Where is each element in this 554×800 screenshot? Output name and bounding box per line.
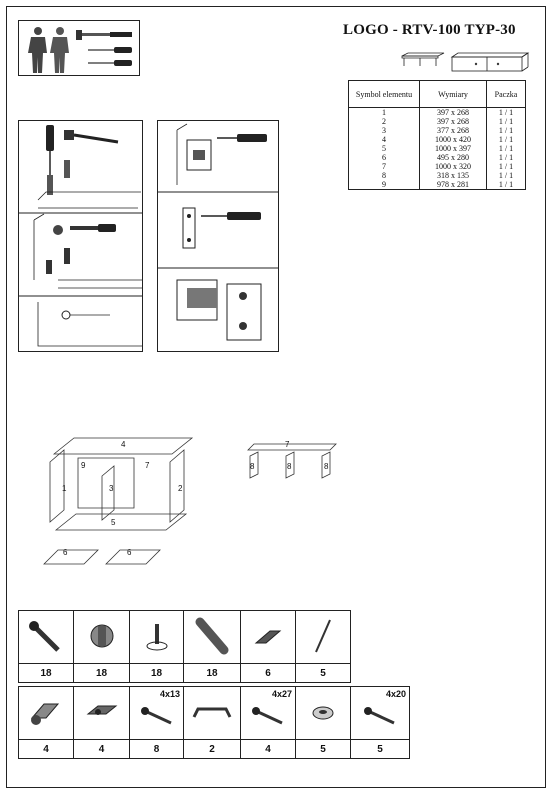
table-row bbox=[349, 108, 526, 118]
hardware-cell bbox=[74, 611, 130, 664]
hardware-count: 18 bbox=[130, 664, 184, 683]
assembly-step-dowels bbox=[18, 120, 143, 352]
panel-6 bbox=[106, 550, 160, 564]
cam-bolt-icon bbox=[46, 260, 52, 274]
table-row bbox=[349, 144, 526, 153]
screw-icon bbox=[137, 699, 177, 735]
hinge-plate-icon bbox=[183, 208, 195, 248]
hardware-cell bbox=[130, 687, 184, 740]
hammer-icon bbox=[76, 30, 132, 40]
table-row bbox=[349, 135, 526, 144]
hardware-cell bbox=[19, 687, 74, 740]
table-cell: 1 / 1 bbox=[487, 126, 526, 135]
panel-label: 7 bbox=[285, 440, 290, 449]
column-header: Wymiary bbox=[420, 81, 487, 108]
table-cell: 318 x 135 bbox=[420, 171, 487, 180]
panel-label: 4 bbox=[121, 440, 126, 449]
screwdriver-icon bbox=[88, 47, 132, 53]
hardware-count: 4 bbox=[74, 740, 130, 759]
table-cell: 1000 x 420 bbox=[420, 135, 487, 144]
hardware-count: 5 bbox=[351, 740, 410, 759]
shelf-parts-diagram bbox=[244, 438, 338, 482]
cam-lock-icon bbox=[53, 224, 116, 235]
table-cell: 397 x 268 bbox=[420, 117, 487, 126]
hardware-table-row2 bbox=[18, 686, 410, 759]
cam-lock-icon bbox=[62, 311, 70, 319]
screwdriver-icon bbox=[217, 134, 267, 142]
table-cell: 978 x 281 bbox=[420, 180, 487, 190]
hardware-cell bbox=[351, 687, 410, 740]
hardware-cell bbox=[184, 611, 241, 664]
screw-icon bbox=[360, 699, 400, 735]
hardware-count: 18 bbox=[19, 664, 74, 683]
page-title: LOGO - RTV-100 TYP-30 bbox=[343, 22, 516, 38]
screw-size-tag: 4x27 bbox=[271, 689, 292, 699]
table-cell: 9 bbox=[349, 180, 420, 190]
column-header: Paczka bbox=[487, 81, 526, 108]
hardware-count: 5 bbox=[296, 740, 351, 759]
table-cell: 1 / 1 bbox=[487, 144, 526, 153]
table-row bbox=[349, 171, 526, 180]
table-cell: 5 bbox=[349, 144, 420, 153]
table-cell: 1 / 1 bbox=[487, 171, 526, 180]
table-row bbox=[349, 117, 526, 126]
table-row bbox=[349, 153, 526, 162]
worker-figure-icon bbox=[50, 27, 69, 73]
hardware-count: 4 bbox=[19, 740, 74, 759]
wooden-dowel-icon bbox=[190, 614, 234, 658]
panel-5 bbox=[56, 514, 186, 530]
table-cell: 1000 x 320 bbox=[420, 162, 487, 171]
screwdriver-icon bbox=[46, 125, 54, 175]
table-header-row bbox=[349, 81, 526, 108]
cabinet-thumbnails bbox=[400, 52, 530, 74]
table-cell: 495 x 280 bbox=[420, 153, 487, 162]
hardware-count: 4 bbox=[241, 740, 296, 759]
nail-icon bbox=[308, 616, 338, 656]
hinge-plate-icon bbox=[82, 694, 122, 730]
table-cell: 1 / 1 bbox=[487, 117, 526, 126]
table-cell: 1 / 1 bbox=[487, 180, 526, 190]
hardware-count: 6 bbox=[241, 664, 296, 683]
table-row bbox=[349, 126, 526, 135]
column-header: Symbol elementu bbox=[349, 81, 420, 108]
confirmat-screw-icon bbox=[26, 616, 66, 656]
screw-icon bbox=[248, 699, 288, 735]
screw-size-tag: 4x13 bbox=[159, 689, 180, 699]
table-cell: 6 bbox=[349, 153, 420, 162]
cam-bolt-icon bbox=[139, 618, 175, 654]
hardware-count: 8 bbox=[130, 740, 184, 759]
table-cell: 1 / 1 bbox=[487, 135, 526, 144]
panel-label: 5 bbox=[111, 518, 116, 527]
worker-figure-icon bbox=[28, 27, 47, 73]
table-cell: 1000 x 397 bbox=[420, 144, 487, 153]
panel-label: 9 bbox=[81, 461, 86, 470]
table-cell: 4 bbox=[349, 135, 420, 144]
table-cell: 2 bbox=[349, 117, 420, 126]
hardware-cell bbox=[19, 611, 74, 664]
tv-cabinet-icon bbox=[452, 53, 528, 71]
hinge-icon bbox=[177, 280, 261, 340]
cam-lock-icon bbox=[84, 618, 120, 654]
table-cell: 397 x 268 bbox=[420, 108, 487, 118]
panel-label: 7 bbox=[145, 461, 150, 470]
table-cell: 1 bbox=[349, 108, 420, 118]
table-cell: 1 / 1 bbox=[487, 108, 526, 118]
panel-label: 8 bbox=[250, 462, 255, 471]
tools-illustration bbox=[18, 20, 140, 76]
panel-label: 8 bbox=[287, 462, 292, 471]
panel-label: 2 bbox=[178, 484, 183, 493]
screwdriver-icon bbox=[201, 212, 261, 220]
hardware-cell bbox=[74, 687, 130, 740]
hardware-cell bbox=[241, 687, 296, 740]
handle-icon bbox=[190, 697, 234, 727]
hardware-table-row1 bbox=[18, 610, 351, 683]
parts-table bbox=[348, 80, 526, 190]
table-cell: 3 bbox=[349, 126, 420, 135]
table-cell: 1 / 1 bbox=[487, 162, 526, 171]
panel-label: 3 bbox=[109, 484, 114, 493]
hardware-cell bbox=[130, 611, 184, 664]
table-row bbox=[349, 162, 526, 171]
hinge-icon bbox=[26, 692, 66, 732]
table-cell: 8 bbox=[349, 171, 420, 180]
hinge-plate-icon bbox=[187, 140, 211, 170]
hardware-count: 18 bbox=[74, 664, 130, 683]
table-cell: 1 / 1 bbox=[487, 153, 526, 162]
hardware-cell bbox=[241, 611, 296, 664]
hardware-count: 2 bbox=[184, 740, 241, 759]
dowel-icon bbox=[64, 248, 70, 264]
hardware-count: 18 bbox=[184, 664, 241, 683]
assembly-step-hinges bbox=[157, 120, 279, 352]
panel-label: 1 bbox=[62, 484, 67, 493]
table-cell: 377 x 268 bbox=[420, 126, 487, 135]
open-shelf-icon bbox=[402, 53, 444, 66]
panel-label: 6 bbox=[127, 548, 132, 557]
screw-size-tag: 4x20 bbox=[385, 689, 406, 699]
panel-3 bbox=[102, 466, 114, 520]
hardware-cell bbox=[184, 687, 241, 740]
panel-6 bbox=[44, 550, 98, 564]
shelf-support-icon bbox=[250, 621, 286, 651]
table-cell: 7 bbox=[349, 162, 420, 171]
panel-label: 8 bbox=[324, 462, 329, 471]
hardware-cell bbox=[296, 611, 351, 664]
panel-9 bbox=[78, 458, 134, 508]
hardware-cell bbox=[296, 687, 351, 740]
panel-7 bbox=[248, 444, 336, 450]
hammer-icon bbox=[64, 130, 118, 142]
panel-label: 6 bbox=[63, 548, 68, 557]
table-row bbox=[349, 180, 526, 190]
hardware-count: 5 bbox=[296, 664, 351, 683]
felt-pad-icon bbox=[306, 697, 340, 727]
screwdriver-icon bbox=[88, 60, 132, 66]
